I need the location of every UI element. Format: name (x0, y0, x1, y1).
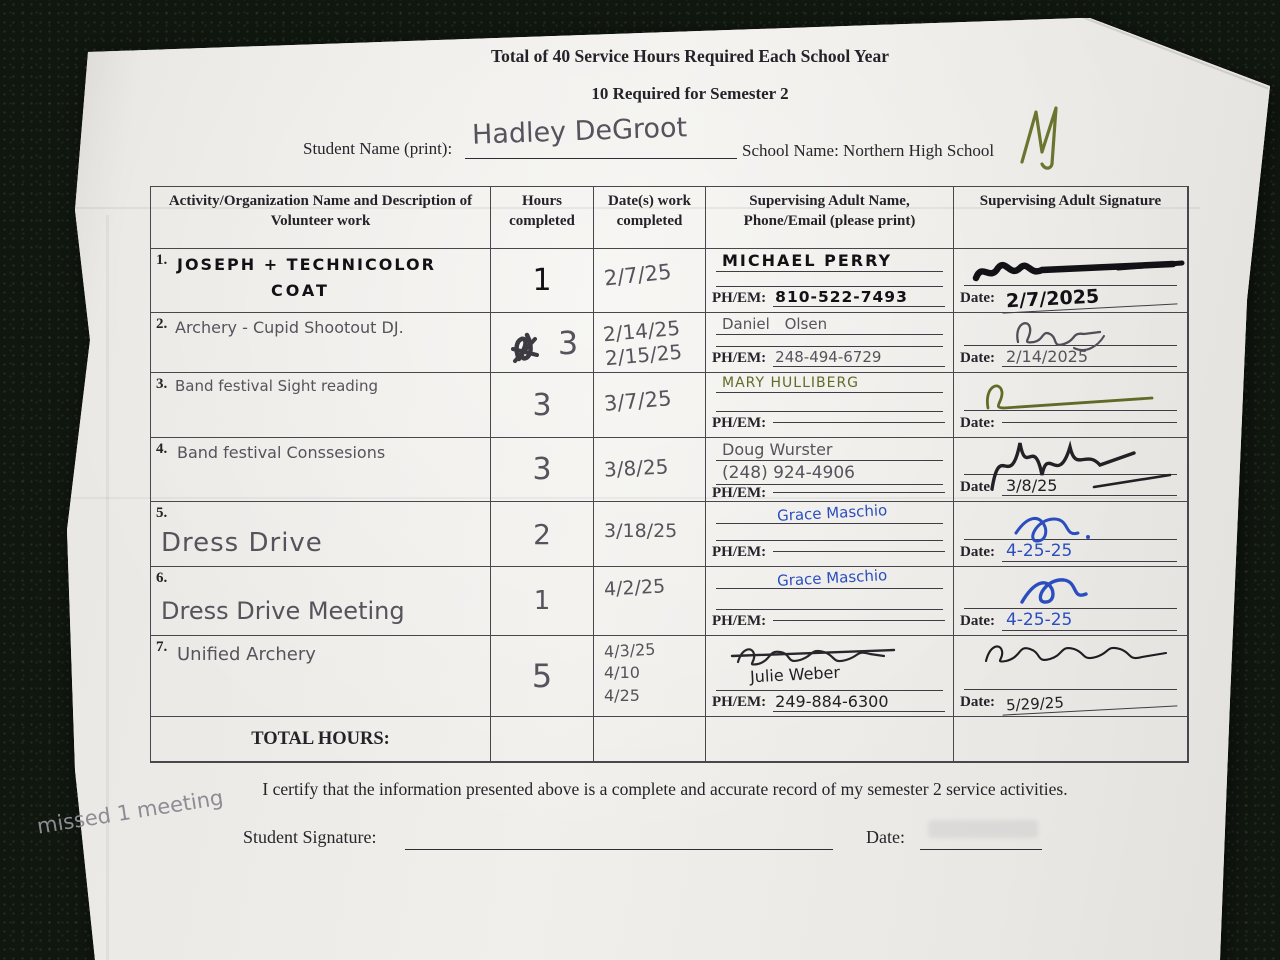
supervisor-cell (706, 249, 954, 313)
activity-text-line2: COAT (271, 281, 330, 300)
row-number: 3. (156, 376, 168, 392)
empty-cell (954, 717, 1188, 762)
signature-date: 4-25-25 (1002, 541, 1177, 562)
date-label: Date: (960, 612, 995, 629)
date-value: 3/8/25 (603, 454, 669, 482)
date-label: Date: (960, 478, 995, 495)
col-header-signature: Supervising Adult Signature (954, 187, 1188, 249)
hours-value: 1 (533, 586, 551, 616)
activity-cell (151, 249, 491, 313)
supervisor-phone: 810-522-7493 (773, 288, 945, 307)
date-label: Date: (960, 349, 995, 366)
phem-label: PH/EM: (712, 350, 767, 366)
green-pen-mark (1012, 100, 1076, 172)
signature-scribble (978, 631, 1188, 681)
hours-cell (491, 636, 594, 717)
dates-cell (594, 438, 706, 502)
supervisor-phone (773, 620, 945, 621)
supervisor-name: Daniel Olsen (722, 315, 828, 333)
row-number: 6. (156, 570, 168, 586)
total-hours-value-cell (491, 717, 594, 762)
form-header (300, 46, 1080, 104)
total-hours-label: TOTAL HOURS: (251, 728, 390, 749)
hours-value: 3 (557, 323, 579, 362)
date-value: 4/3/25 (603, 639, 656, 662)
erased-date-smudge (928, 820, 1038, 838)
date-value: 2/15/25 (604, 339, 684, 371)
signature-date (1002, 422, 1177, 423)
supervisor-cell (706, 373, 954, 438)
signature-cell (954, 438, 1188, 502)
empty-cell (594, 717, 706, 762)
signature-cell (954, 636, 1188, 717)
hours-cell (491, 313, 594, 373)
supervisor-cell (706, 502, 954, 567)
date-value: 2/7/25 (602, 259, 673, 291)
signature-date: 2/7/2025 (1002, 281, 1178, 313)
activity-text: Archery - Cupid Shootout DJ. (175, 318, 404, 337)
date-label: Date: (960, 693, 995, 710)
hours-cell (491, 373, 594, 438)
empty-cell (706, 717, 954, 762)
signature-scribble (972, 372, 1172, 418)
form-subtitle: 10 Required for Semester 2 (591, 84, 789, 103)
hours-cell (491, 438, 594, 502)
col-header-supervisor: Supervising Adult Name, Phone/Email (please print) (706, 187, 954, 249)
activity-text: JOSEPH + TECHNICOLOR (177, 255, 436, 274)
student-name-value: Hadley DeGroot (471, 112, 688, 151)
hours-cell (491, 567, 594, 636)
activity-text: Unified Archery (177, 644, 316, 665)
supervisor-name: Doug Wurster (722, 440, 833, 459)
signature-scribble (1008, 556, 1138, 616)
hours-value: 2 (533, 517, 551, 551)
row-number: 4. (156, 441, 168, 457)
phem-label: PH/EM: (712, 613, 767, 629)
phem-label: PH/EM: (712, 694, 767, 710)
phem-label: PH/EM: (712, 290, 767, 306)
date-value: 4/25 (604, 685, 640, 705)
supervisor-phone (773, 551, 945, 552)
date-label: Date: (960, 289, 995, 306)
activity-cell (151, 438, 491, 502)
supervisor-name: Grace Maschio (776, 501, 889, 525)
supervisor-phone: 249-884-6300 (773, 692, 945, 712)
row-number: 7. (156, 639, 168, 655)
handwritten-note: missed 1 meeting (35, 785, 225, 839)
activity-cell (151, 636, 491, 717)
student-signature-line (405, 818, 833, 850)
dates-cell (594, 373, 706, 438)
activity-cell (151, 313, 491, 373)
date-label: Date: (960, 414, 995, 431)
supervisor-name: MICHAEL PERRY (722, 251, 893, 270)
supervisor-cell (706, 636, 954, 717)
school-name-value: Northern High School (843, 141, 995, 160)
signature-cell (954, 313, 1188, 373)
col-header-activity: Activity/Organization Name and Description of Volunteer work (151, 187, 491, 249)
phem-blank (773, 492, 945, 493)
supervisor-phone: (248) 924-4906 (722, 463, 855, 483)
supervisor-cell (706, 567, 954, 636)
phem-label: PH/EM: (712, 485, 767, 501)
hours-value: 3 (532, 452, 552, 487)
dates-cell (594, 313, 706, 373)
dates-cell (594, 636, 706, 717)
supervisor-cell (706, 438, 954, 502)
school-name-label: School Name: (742, 141, 839, 160)
service-hours-table (150, 186, 1189, 763)
activity-cell (151, 502, 491, 567)
signature-date: 3/8/25 (1002, 476, 1177, 496)
supervisor-cell (706, 313, 954, 373)
signature-scribble (1004, 493, 1134, 549)
certification-text: I certify that the information presented above is a complete and accurate record of my semester 2 service activities. (262, 779, 1068, 799)
student-signature-label: Student Signature: (243, 827, 377, 847)
hours-value: 5 (531, 657, 553, 695)
signature-date: 2/14/2025 (1002, 347, 1177, 367)
date-value: 4/10 (604, 663, 640, 683)
row-number: 5. (156, 505, 168, 521)
date-value: 3/18/25 (604, 520, 678, 542)
phem-label: PH/EM: (712, 544, 767, 560)
footer-date-label: Date: (866, 827, 905, 847)
phem-label: PH/EM: (712, 415, 767, 431)
date-value: 3/7/25 (603, 386, 673, 416)
signature-scribble (1004, 308, 1134, 356)
activity-text: Dress Drive (161, 528, 323, 558)
activity-cell (151, 567, 491, 636)
date-label: Date: (960, 543, 995, 560)
hours-value: 1 (532, 263, 552, 298)
dates-cell (594, 249, 706, 313)
supervisor-phone: 248-494-6729 (773, 348, 945, 367)
signature-scribble (974, 427, 1184, 499)
signature-date: 4-25-25 (1002, 610, 1177, 631)
signature-cell (954, 249, 1188, 313)
supervisor-phone (773, 422, 945, 423)
school-name (742, 141, 994, 161)
activity-text: Band festival Conssesions (177, 443, 386, 462)
hours-cell (491, 249, 594, 313)
row-number: 1. (156, 252, 168, 268)
hours-cell (491, 502, 594, 567)
dates-cell (594, 502, 706, 567)
total-hours-cell (151, 717, 491, 762)
hours-value: 3 (532, 387, 552, 423)
date-value: 2/14/25 (602, 315, 681, 347)
student-name-label: Student Name (print): (303, 139, 453, 158)
activity-text: Dress Drive Meeting (161, 597, 405, 625)
row-number: 2. (156, 316, 168, 332)
signature-cell (954, 567, 1188, 636)
signature-date: 5/29/25 (1002, 687, 1178, 715)
dates-cell (594, 567, 706, 636)
col-header-dates: Date(s) work completed (594, 187, 706, 249)
activity-text: Band festival Sight reading (175, 377, 378, 395)
activity-cell (151, 373, 491, 438)
paper-crease (106, 215, 109, 960)
supervisor-name: Grace Maschio (776, 566, 889, 590)
col-header-hours: Hours completed (491, 187, 594, 249)
date-value: 4/2/25 (603, 575, 666, 601)
supervisor-name: Julie Weber (749, 662, 841, 687)
form-title: Total of 40 Service Hours Required Each School Year (491, 46, 889, 66)
supervisor-name: MARY HULLIBERG (722, 375, 860, 391)
